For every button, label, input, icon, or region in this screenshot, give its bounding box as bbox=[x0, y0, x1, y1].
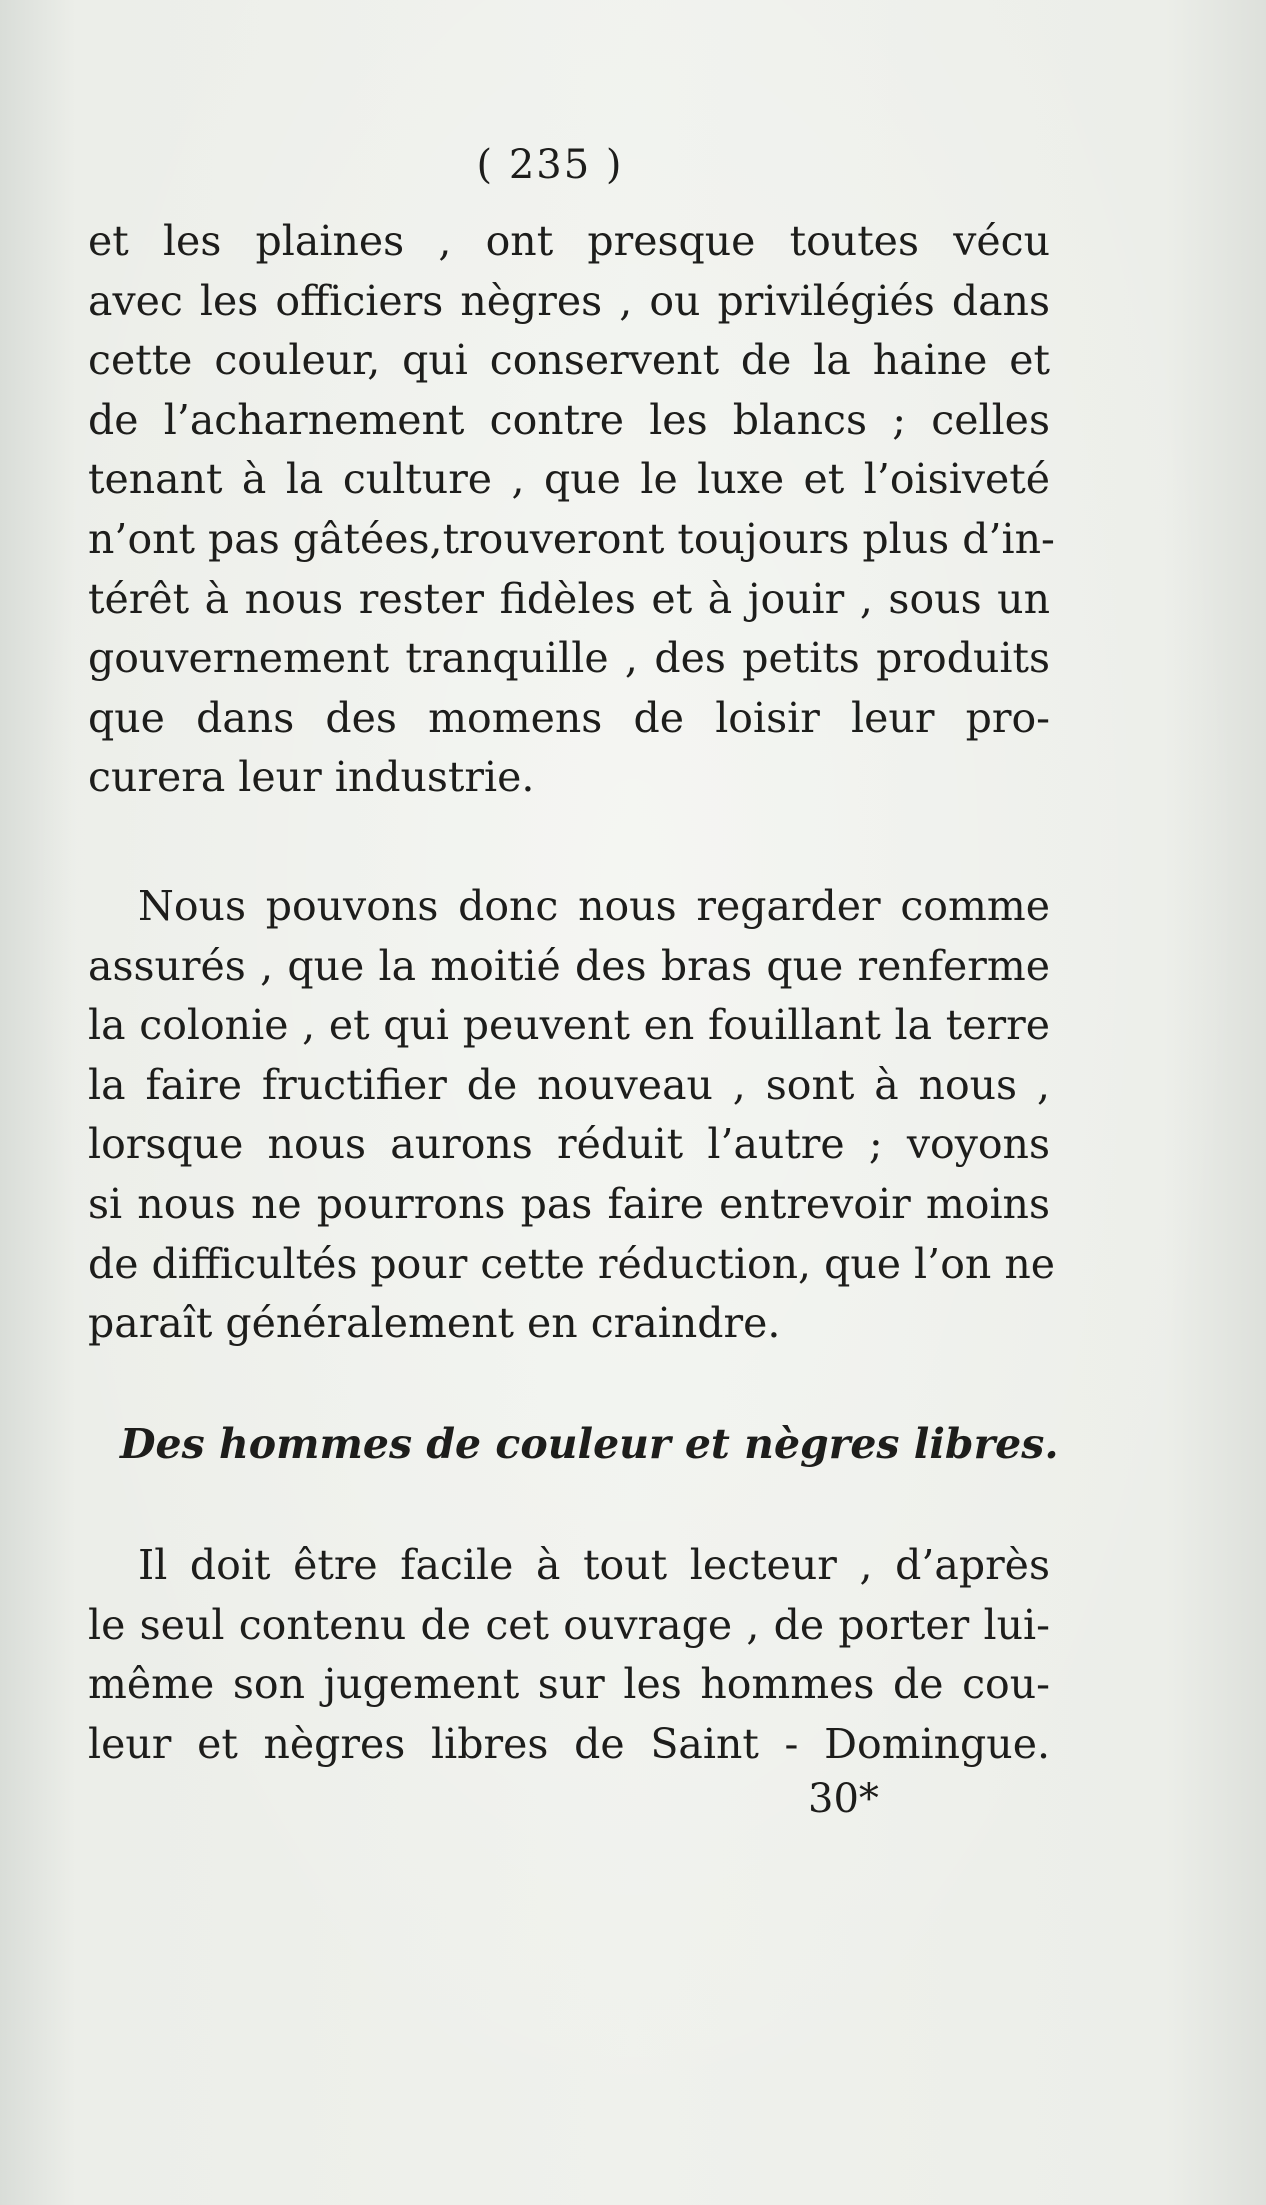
text-line: Nous pouvons donc nous regarder comme bbox=[138, 882, 1050, 930]
text-line: si nous ne pourrons pas faire entrevoir moins bbox=[88, 1179, 1050, 1228]
text-line: la colonie , et qui peuvent en fouillant la terre bbox=[88, 1001, 1050, 1050]
text-line: leur et nègres libres de Saint - Domingue. bbox=[88, 1719, 1050, 1768]
text-line: tenant à la culture , que le luxe et l’oisiveté bbox=[88, 455, 1050, 504]
text-line: gouvernement tranquille , des petits produits bbox=[88, 634, 1050, 683]
section-heading: Des hommes de couleur et nègres libres. bbox=[120, 1420, 1059, 1468]
text-line: avec les officiers nègres , ou privilégiés dans bbox=[88, 276, 1050, 325]
text-line: de l’acharnement contre les blancs ; celles bbox=[88, 395, 1050, 444]
text-line: n’ont pas gâtées,trouveront toujours plus d’in- bbox=[88, 514, 1055, 563]
text-line: que dans des momens de loisir leur pro- bbox=[88, 693, 1050, 742]
paragraph-3 bbox=[88, 1536, 1050, 1774]
text-line: térêt à nous rester fidèles et à jouir , sous un bbox=[88, 574, 1050, 623]
text-line: lorsque nous aurons réduit l’autre ; voyons bbox=[88, 1120, 1050, 1169]
text-line: Il doit être facile à tout lecteur , d’après bbox=[138, 1541, 1050, 1589]
text-line: même son jugement sur les hommes de cou- bbox=[88, 1660, 1050, 1709]
text-line: curera leur industrie. bbox=[88, 753, 535, 802]
signature-mark: 30* bbox=[808, 1776, 879, 1822]
text-line: cette couleur, qui conservent de la haine et bbox=[88, 336, 1050, 385]
page-number: ( 235 ) bbox=[476, 142, 624, 188]
text-line: et les plaines , ont presque toutes vécu bbox=[88, 217, 1050, 265]
text-line: de difficultés pour cette réduction, que l’on ne bbox=[88, 1239, 1055, 1288]
text-line: assurés , que la moitié des bras que renferme bbox=[88, 941, 1050, 990]
paragraph-2 bbox=[88, 877, 1055, 1354]
text-line: le seul contenu de cet ouvrage , de porter lui- bbox=[88, 1600, 1050, 1649]
text-line: paraît généralement en craindre. bbox=[88, 1299, 781, 1348]
paragraph-1 bbox=[88, 212, 1055, 808]
text-line: la faire fructifier de nouveau , sont à nous , bbox=[88, 1060, 1050, 1109]
